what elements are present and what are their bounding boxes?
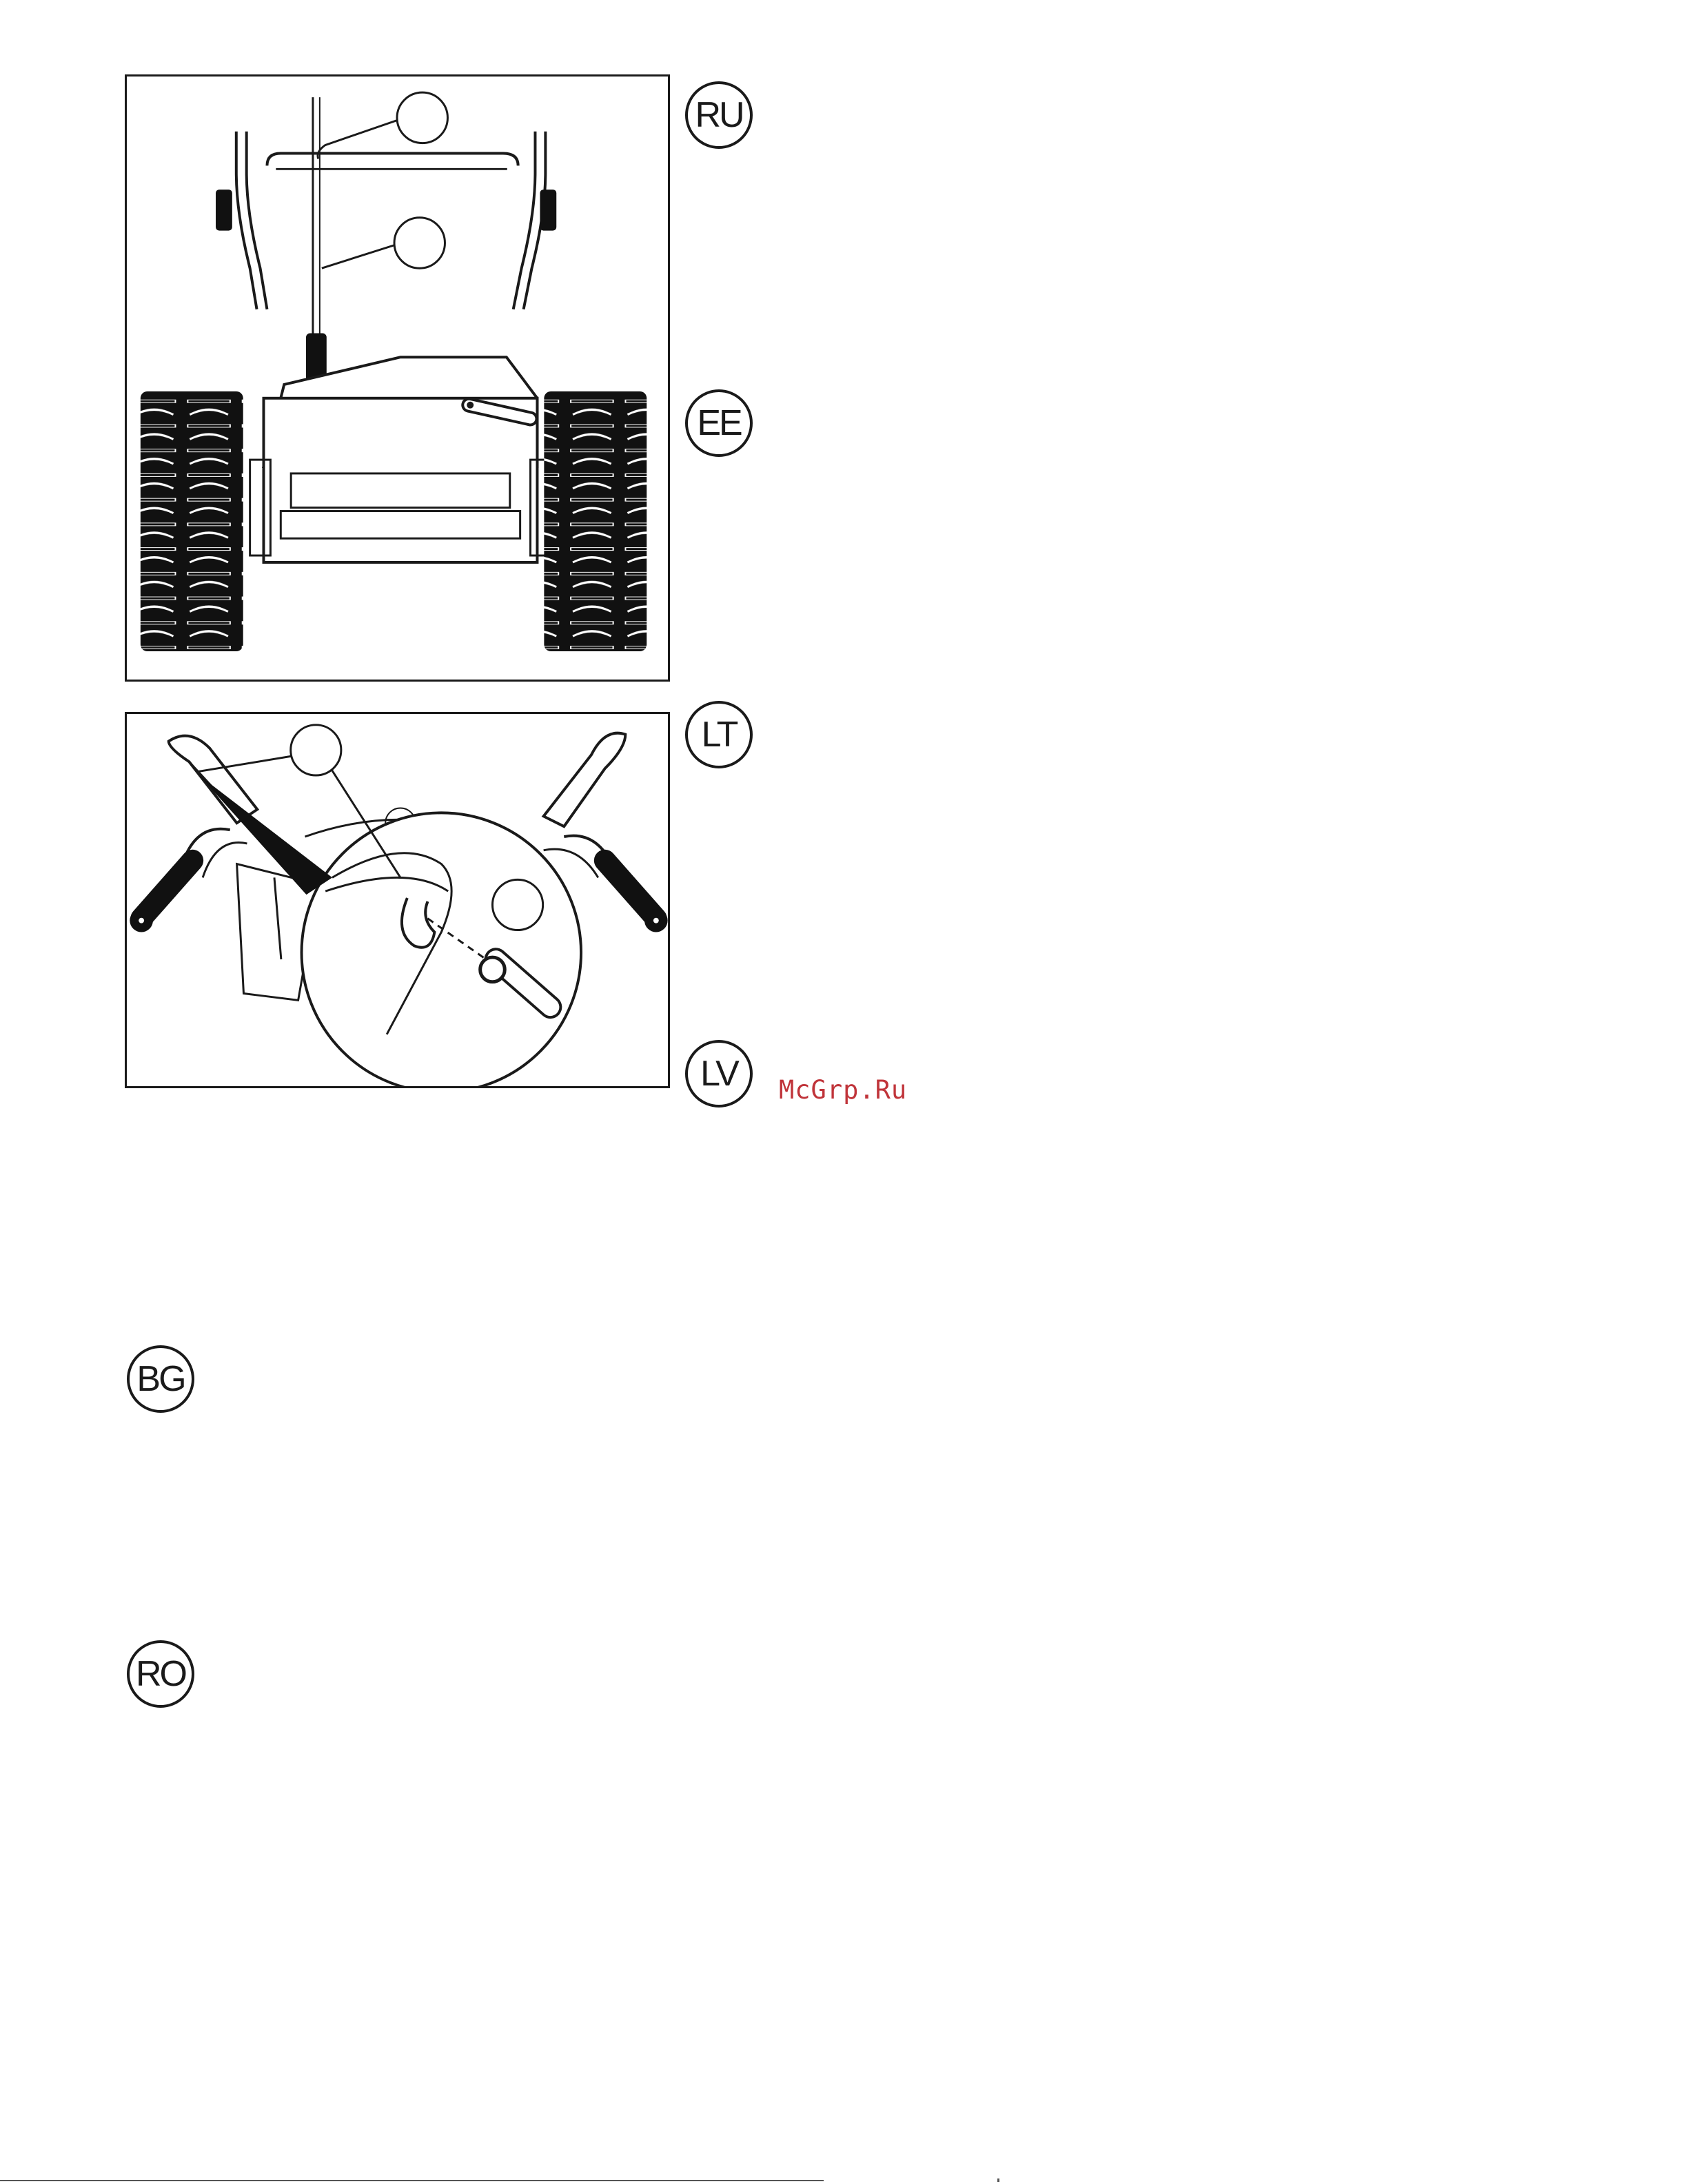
callout-circle (397, 92, 447, 143)
watermark-link[interactable]: McGrp.Ru (779, 1075, 908, 1105)
language-badge-lv: LV (685, 1040, 753, 1108)
language-badge-ro: RO (127, 1640, 194, 1708)
callout-circle (492, 879, 542, 930)
language-badge-lt: LT (685, 701, 753, 768)
language-badge-ee: EE (685, 389, 753, 457)
footer-rule (0, 2180, 824, 2181)
language-badge-bg: BG (127, 1345, 194, 1413)
callout-circle (394, 218, 445, 268)
snowthrower-rear-illustration (127, 76, 668, 680)
figure-rear-view (125, 74, 670, 682)
footer-tick (997, 2178, 999, 2182)
handlebar-illustration (127, 714, 668, 1086)
callout-circle (291, 725, 341, 775)
figure-handlebar-detail (125, 712, 670, 1088)
language-badge-ru: RU (685, 81, 753, 149)
